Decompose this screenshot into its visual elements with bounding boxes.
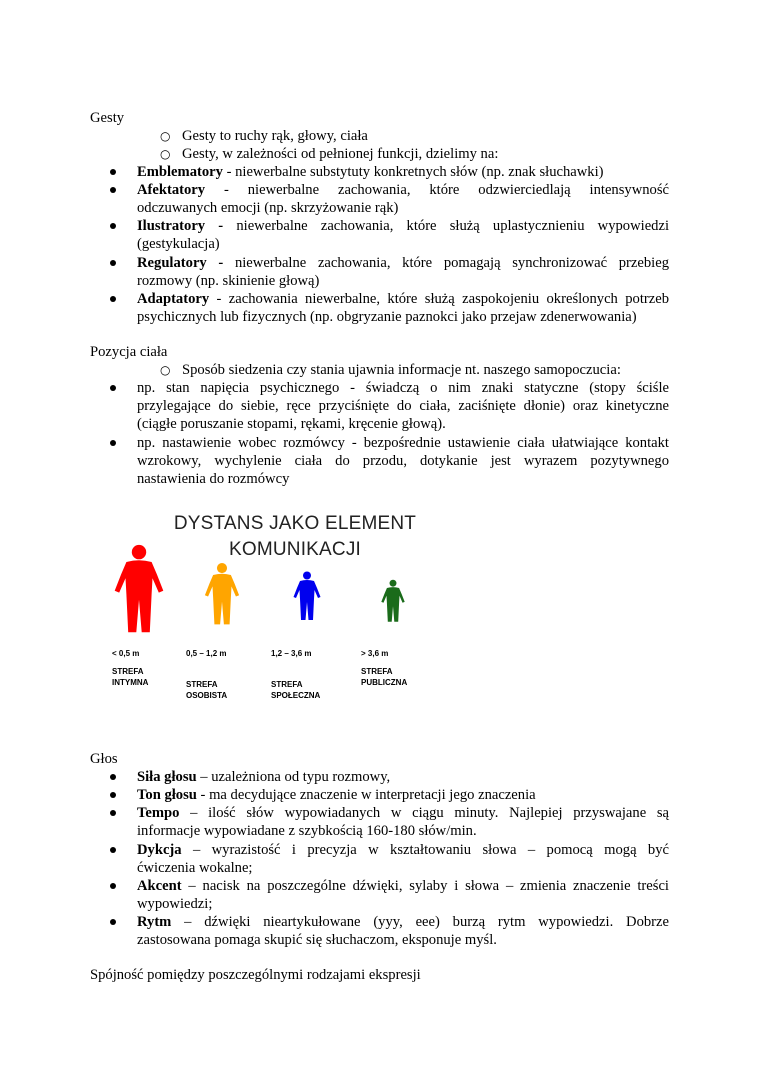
zone-label-line: PUBLICZNA [361,678,408,687]
line: (ciągłe poruszanie stopami, rękami, kręcenie głową). [137,416,446,432]
line: – nacisk na poszczególne dźwięki, sylaby i słowa – zmienia znaczenie treści [181,878,669,894]
bullet-icon [110,792,116,798]
line: (gestykulacja) [137,236,220,252]
circle-item-text: Gesty, w zależności od pełnionej funkcji, dzielimy na: [182,146,499,162]
term: Dykcja [137,842,182,858]
infographic-title-line: KOMUNIKACJI [228,539,362,560]
line: - niewerbalne substytuty konkretnych słów (np. znak słuchawki) [222,164,604,180]
term: Afektatory [137,182,206,198]
person-shape [205,563,239,624]
line: rozmowy (np. skinienie głową) [137,273,320,289]
person-public-icon [380,577,406,625]
bullet-icon [110,440,116,446]
line: np. nastawienie wobec rozmówcy - bezpośrednie ustawienie ciała ułatwiające kontakt [137,435,669,451]
term: Regulatory - [137,255,224,271]
bullet-icon [110,385,116,391]
term: Tempo [137,805,180,821]
zone-distance: < 0,5 m [112,649,140,658]
bullet-icon [110,169,116,175]
circle-bullet-icon: ○ [160,363,171,377]
zone-label-line: INTYMNA [112,678,149,687]
bullet-icon [110,187,116,193]
section-heading-gesty: Gesty [90,110,125,126]
line: wypowiedzi; [137,896,213,912]
term: Ton głosu [137,787,197,803]
section-heading-pozycja: Pozycja ciała [90,344,168,360]
person-shape [381,580,404,622]
circle-item-text: Sposób siedzenia czy stania ujawnia informacje nt. naszego samopoczucia: [182,362,621,378]
line: zastosowana pomaga skupić się słuchaczom, eksponuje myśl. [137,932,497,948]
circle-bullet-icon: ○ [160,129,171,143]
bullet-icon [110,223,116,229]
line: psychicznych lub fizycznych (np. obgryzanie paznokci jako przejaw zdenerwowania) [137,309,637,325]
infographic-title-line: DYSTANS JAKO ELEMENT [173,513,417,534]
infographic-title [160,511,430,563]
line: – ilość słów wypowiadanych w ciągu minuty. Najlepiej przyswajane są [179,805,669,821]
term: Siła głosu [137,769,197,785]
term: Adaptatory [137,291,210,307]
line: wzrokowy, wychylenie ciała do przodu, dotykanie jest wyrazem pozytywnego [137,453,669,469]
section-heading-glos: Głos [90,751,118,767]
person-personal-icon [203,555,241,633]
person-shape [115,545,164,632]
line: ćwiczenia wokalne; [137,860,253,876]
person-social-icon [292,567,322,625]
person-intimate-icon [112,541,166,637]
line: niewerbalne zachowania, które służą uplastycznieniu wypowiedzi [223,218,670,234]
term: Emblematory [137,164,223,180]
bullet-icon [110,774,116,780]
zone-label-line: OSOBISTA [186,691,228,700]
zone-distance: 1,2 – 3,6 m [271,649,312,658]
bullet-icon [110,847,116,853]
zone-label-line: SPOŁECZNA [271,691,321,700]
term: Akcent [137,878,182,894]
zone-label [112,666,148,688]
line: nastawienia do rozmówcy [137,471,290,487]
circle-bullet-icon: ○ [160,147,171,161]
zone-label-line: STREFA [186,680,218,689]
zone-label [271,679,320,701]
zone-label [186,679,227,701]
line: informacje wypowiadane z szybkością 160-180 słów/min. [137,823,477,839]
line: - zachowania niewerbalne, które służą zaspokojeniu określonych potrzeb [209,291,669,307]
person-shape [294,572,321,621]
bullet-icon [110,810,116,816]
line: przylegające do siebie, ręce przyciśnięte do ciała, zaciśnięte dłonie) oraz kinetyczne [137,398,669,414]
zone-distance: > 3,6 m [361,649,389,658]
zone-label-line: STREFA [112,667,144,676]
zone-label-line: STREFA [361,667,393,676]
line: – wyrazistość i precyzja w kształtowaniu słowa – pomocą mogą być [181,842,669,858]
bullet-icon [110,296,116,302]
term: Rytm [137,914,172,930]
line: odczuwanych emocji (np. skrzyżowanie rąk) [137,200,399,216]
bullet-icon [110,919,116,925]
line: - ma decydujące znaczenie w interpretacji jego znaczenia [196,787,536,803]
line: – uzależniona od typu rozmowy, [196,769,391,785]
line: – dźwięki nieartykułowane (yyy, eee) burzą rytm wypowiedzi. Dobrze [171,914,669,930]
bullet-icon [110,883,116,889]
bullet-icon [110,260,116,266]
circle-item-text: Gesty to ruchy rąk, głowy, ciała [182,128,368,144]
term: Ilustratory - [137,218,224,234]
zone-distance: 0,5 – 1,2 m [186,649,227,658]
line: - niewerbalne zachowania, które odzwierciedlają intensywność [205,182,669,198]
line: np. stan napięcia psychicznego - świadczą o nim znaki statyczne (stopy ściśle [137,380,669,396]
zone-label [361,666,407,688]
zone-label-line: STREFA [271,680,303,689]
line: niewerbalne zachowania, które pomagają synchronizować przebieg [223,255,669,271]
closing-text: Spójność pomiędzy poszczególnymi rodzajami ekspresji [90,967,421,983]
